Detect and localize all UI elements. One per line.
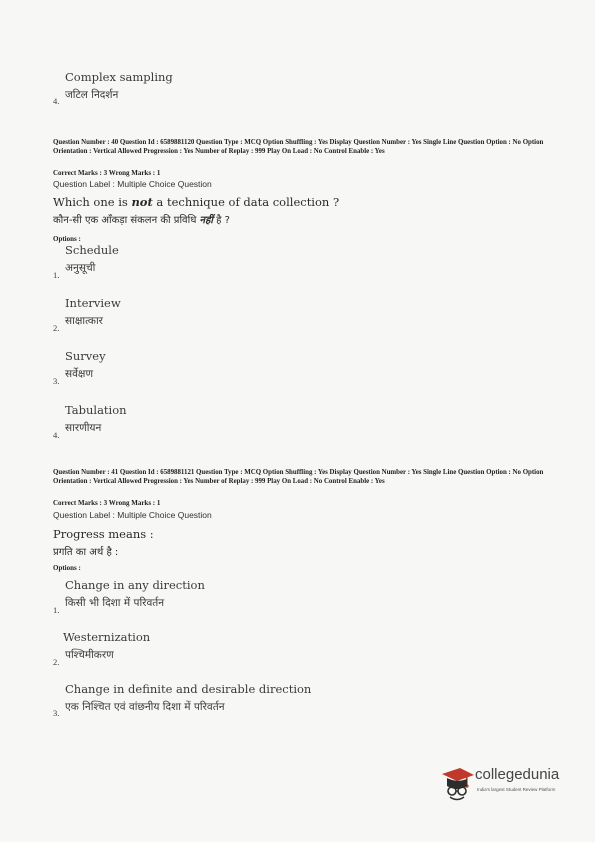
- q40-option-1-english[interactable]: Schedule: [65, 243, 119, 257]
- q40-option-3-number: 3.: [53, 376, 60, 386]
- q40-option-4-hindi[interactable]: सारणीयन: [65, 422, 102, 434]
- q41-option-3-number: 3.: [53, 708, 60, 718]
- q40-option-2-number: 2.: [53, 323, 60, 333]
- q40-option-1-number: 1.: [53, 270, 60, 280]
- q41-option-1-number: 1.: [53, 605, 60, 615]
- question-40-metadata: Question Number : 40 Question Id : 6589881120 Question Type : MCQ Option Shuffling : Yes Display Question Number : Yes Single Line Question Option : No Option Orientation : Vertical Allowed Progression : Yes Number of Replay : 999 Play On Load : No Control Enable : Yes: [53, 139, 544, 155]
- question-40-text-english: Which one is not a technique of data collection ?: [53, 195, 340, 209]
- q41-option-2-english[interactable]: Westernization: [63, 630, 151, 644]
- q40-option-4-number: 4.: [53, 430, 60, 440]
- q40-option-3-hindi[interactable]: सर्वेक्षण: [65, 368, 94, 380]
- question-41-label: Question Label : Multiple Choice Question: [53, 510, 212, 520]
- prev-option-4-hindi: जटिल निदर्शन: [65, 89, 119, 101]
- question-41-text-hindi: प्रगति का अर्थ है :: [53, 547, 119, 558]
- q40-option-2-english[interactable]: Interview: [65, 296, 121, 310]
- q41-option-2-hindi[interactable]: पश्चिमीकरण: [65, 649, 114, 661]
- q40-option-3-english[interactable]: Survey: [65, 349, 106, 363]
- q40-option-4-english[interactable]: Tabulation: [65, 403, 127, 417]
- q41-option-1-english[interactable]: Change in any direction: [65, 578, 205, 592]
- q41-option-1-hindi[interactable]: किसी भी दिशा में परिवर्तन: [65, 597, 165, 609]
- q41-option-3-hindi[interactable]: एक निश्चित एवं वांछनीय दिशा में परिवर्तन: [65, 701, 225, 713]
- prev-option-4-number: 4.: [53, 96, 60, 106]
- logo-wordmark: collegedunia: [475, 766, 560, 783]
- question-41-text-english: Progress means :: [53, 527, 154, 541]
- q41-option-3-english[interactable]: Change in definite and desirable direction: [65, 682, 312, 696]
- question-40-label: Question Label : Multiple Choice Question: [53, 179, 212, 189]
- question-40-options-header: Options :: [53, 235, 81, 243]
- logo-tagline: India's largest Student Review Platform: [477, 787, 556, 792]
- question-40-marks: Correct Marks : 3 Wrong Marks : 1: [53, 169, 161, 177]
- prev-option-4-english: Complex sampling: [65, 70, 173, 84]
- graduation-cap-mascot-icon: [440, 764, 474, 804]
- question-41-options-header: Options :: [53, 564, 81, 572]
- q40-option-1-hindi[interactable]: अनुसूची: [65, 262, 96, 274]
- question-40-text-hindi: कौन-सी एक आँकड़ा संकलन की प्रविधि नहीं है ?: [53, 215, 230, 226]
- q40-option-2-hindi[interactable]: साक्षात्कार: [65, 315, 103, 327]
- q41-option-2-number: 2.: [53, 657, 60, 667]
- collegedunia-logo[interactable]: [440, 764, 580, 804]
- question-41-marks: Correct Marks : 3 Wrong Marks : 1: [53, 499, 161, 507]
- question-41-metadata: Question Number : 41 Question Id : 6589881121 Question Type : MCQ Option Shuffling : Yes Display Question Number : Yes Single Line Question Option : No Option Orientation : Vertical Allowed Progression : Yes Number of Replay : 999 Play On Load : No Control Enable : Yes: [53, 469, 544, 485]
